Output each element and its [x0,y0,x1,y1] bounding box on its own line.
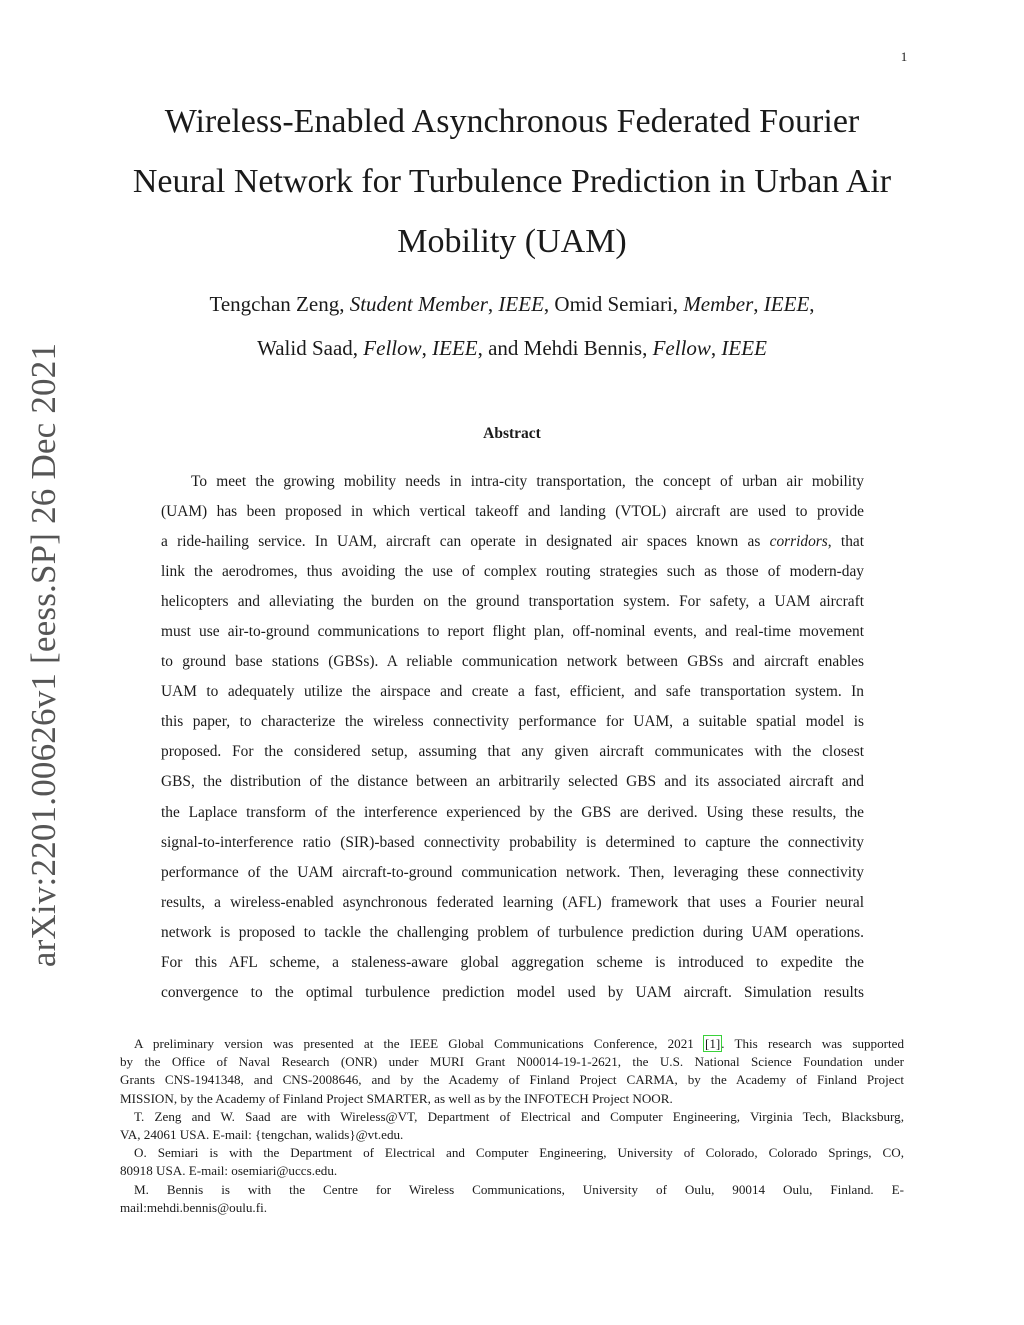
title-line-2: Neural Network for Turbulence Prediction in Urban Air [132,163,892,200]
arxiv-identifier: arXiv:2201.00626v1 [eess.SP] 26 Dec 2021 [24,342,63,968]
footnote-line: T. Zeng and W. Saad are with Wireless@VT, Department of Electrical and Computer Engineering, Virginia Tech, Blacksburg, [134,1108,904,1124]
abstract-line: helicopters and alleviating the burden on the ground transportation system. For safety, a UAM aircraft [161,593,864,611]
abstract-line: a ride-hailing service. In UAM, aircraft can operate in designated air spaces known as corridors, that [161,533,864,551]
abstract-line: UAM to adequately utilize the airspace and create a fast, efficient, and safe transportation system. In [161,683,864,701]
abstract-line: link the aerodromes, thus avoiding the use of complex routing strategies such as those of modern-day [161,563,864,581]
citation-link[interactable]: [1] [704,1036,721,1051]
abstract-heading: Abstract [483,425,541,442]
author-3: Walid Saad, Fellow, IEEE, [257,336,489,360]
abstract-line: results, a wireless-enabled asynchronous federated learning (AFL) framework that uses a Fourier neural [161,893,864,911]
abstract-line: network is proposed to tackle the challenging problem of turbulence prediction during UAM operations. [161,923,864,941]
footnote-line: MISSION, by the Academy of Finland Project SMARTER, as well as by the INFOTECH Project NOOR. [120,1090,673,1106]
author-list [112,282,912,370]
abstract-line: To meet the growing mobility needs in intra-city transportation, the concept of urban air mobility [191,473,864,490]
footnote-line: A preliminary version was presented at the IEEE Global Communications Conference, 2021 [1]. This research was supported [134,1036,904,1051]
abstract-line: must use air-to-ground communications to report flight plan, off-nominal events, and real-time movement [161,623,864,641]
abstract-line: to ground base stations (GBSs). A reliable communication network between GBSs and aircraft enables [161,653,864,671]
author-4: and Mehdi Bennis, Fellow, IEEE [488,336,767,360]
abstract-line: (UAM) has been proposed in which vertical takeoff and landing (VTOL) aircraft are used to provide [161,503,864,521]
abstract-line: signal-to-interference ratio (SIR)-based connectivity probability is determined to capture the connectivity [161,833,864,851]
footnote-line: by the Office of Naval Research (ONR) under MURI Grant N00014-19-1-2621, the U.S. National Science Foundation under [120,1054,904,1070]
footnote-line: M. Bennis is with the Centre for Wireless Communications, University of Oulu, 90014 Oulu, Finland. E- [134,1181,904,1197]
footnote-funding [120,1035,904,1108]
footnote-line: Grants CNS-1941348, and CNS-2008646, and by the Academy of Finland Project CARMA, by the Academy of Finland Project [120,1072,904,1088]
abstract-line: GBS, the distribution of the distance between an arbitrarily selected GBS and its associated aircraft and [161,773,864,791]
abstract-line: proposed. For the considered setup, assuming that any given aircraft communicates with the closest [161,743,864,761]
footnote-line: VA, 24061 USA. E-mail: {tengchan, walids}@vt.edu. [120,1127,404,1143]
footnote-zeng-saad [120,1108,904,1144]
author-2: Omid Semiari, Member, IEEE, [554,292,815,316]
footnotes [120,1035,904,1217]
abstract-line: this paper, to characterize the wireless connectivity performance for UAM, a suitable spatial model is [161,713,864,731]
abstract-line: For this AFL scheme, a staleness-aware global aggregation scheme is introduced to expedite the [161,953,864,971]
footnote-line: O. Semiari is with the Department of Electrical and Computer Engineering, University of Colorado, Colorado Springs, CO, [134,1145,904,1161]
arxiv-side-stamp [14,342,74,968]
abstract-line: performance of the UAM aircraft-to-ground communication network. Then, leveraging these connectivity [161,863,864,881]
title-line-3: Mobility (UAM) [397,223,627,260]
footnote-line: mail:mehdi.bennis@oulu.fi. [120,1199,267,1215]
footnote-line: 80918 USA. E-mail: osemiari@uccs.edu. [120,1163,338,1179]
page-number: 1 [900,49,908,64]
author-1: Tengchan Zeng, Student Member, IEEE, [209,292,555,316]
abstract-line: the Laplace transform of the interference experienced by the GBS are derived. Using these results, the [161,803,864,821]
title-line-1: Wireless-Enabled Asynchronous Federated Fourier [164,103,860,140]
footnote-bennis [120,1181,904,1217]
abstract-line: convergence to the optimal turbulence prediction model used by UAM aircraft. Simulation results [161,983,864,1001]
abstract-italic-term: corridors [769,533,828,551]
footnote-semiari [120,1144,904,1180]
paper-title [112,92,912,272]
abstract-body [161,467,864,1008]
